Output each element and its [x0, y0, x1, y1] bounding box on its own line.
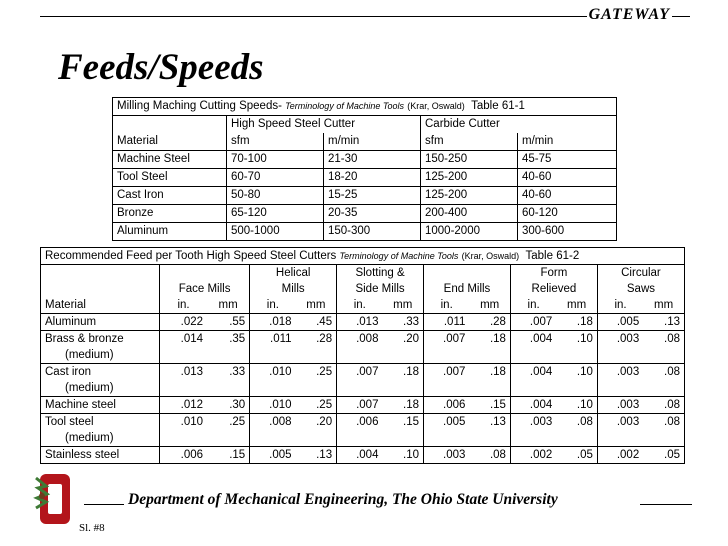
table1-unit: sfm: [421, 133, 518, 151]
feed-cell: .15: [469, 397, 510, 414]
feed-cell-empty: [296, 347, 337, 364]
feed-cell: .20: [382, 331, 423, 348]
material-cell: Tool steel: [41, 414, 160, 431]
feed-cell: .18: [556, 314, 597, 331]
speed-cell: 150-300: [324, 223, 421, 241]
feed-cell: .25: [296, 364, 337, 381]
speed-cell: 40-60: [518, 187, 617, 205]
speed-cell: 70-100: [227, 151, 324, 169]
feed-cell: .005: [424, 414, 470, 431]
feed-cell: .10: [556, 331, 597, 348]
material-cell: Stainless steel: [41, 447, 160, 464]
table-row: [41, 331, 685, 348]
feed-cell: .007: [337, 364, 383, 381]
feed-cell: .010: [250, 397, 296, 414]
material-cell: (medium): [41, 347, 160, 364]
speed-cell: 150-250: [421, 151, 518, 169]
feed-cell-empty: [597, 430, 643, 447]
feed-cell: .012: [160, 397, 208, 414]
table1-units-row: [113, 133, 617, 151]
feed-cell: .18: [382, 397, 423, 414]
feed-cell-empty: [207, 347, 250, 364]
feed-cell: .20: [296, 414, 337, 431]
feed-cell: .007: [424, 331, 470, 348]
material-cell: Machine Steel: [113, 151, 227, 169]
table2-unit: in.: [337, 297, 383, 314]
feed-cell-empty: [337, 347, 383, 364]
feed-cell: .003: [597, 364, 643, 381]
table2-group-header: Face Mills: [160, 281, 250, 297]
footer-rule-right: [640, 504, 692, 505]
feed-cell-empty: [250, 430, 296, 447]
feed-cell-empty: [160, 430, 208, 447]
buckeye-leaf-block-o-logo-icon: [30, 468, 78, 532]
feed-cell: .05: [643, 447, 684, 464]
table-row: [113, 205, 617, 223]
feed-cell: .05: [556, 447, 597, 464]
feed-cell-empty: [510, 430, 556, 447]
feed-cell: .10: [556, 397, 597, 414]
speed-cell: 50-80: [227, 187, 324, 205]
feed-cell-empty: [556, 430, 597, 447]
feed-cell-empty: [382, 347, 423, 364]
table2-group-header: [160, 265, 250, 282]
feed-cell: .28: [469, 314, 510, 331]
feed-cell: .010: [160, 414, 208, 431]
feed-cell: .013: [337, 314, 383, 331]
table1-group-row: [113, 116, 617, 134]
feed-cell: .007: [424, 364, 470, 381]
table2-unit: in.: [597, 297, 643, 314]
speed-cell: 40-60: [518, 169, 617, 187]
feed-cell-empty: [160, 380, 208, 397]
gateway-label: GATEWAY: [588, 6, 670, 23]
speed-cell: 200-400: [421, 205, 518, 223]
speed-cell: 21-30: [324, 151, 421, 169]
feed-cell-empty: [510, 380, 556, 397]
footer-rule-left: [84, 504, 124, 505]
table2-units-row: [41, 297, 685, 314]
material-cell: Cast iron: [41, 364, 160, 381]
table2-unit: mm: [218, 299, 238, 311]
table-row: [41, 397, 685, 414]
table2-caption-number: Table 61-2: [525, 250, 580, 262]
table2-group-header: [424, 265, 511, 282]
table-row: [41, 430, 685, 447]
feed-cell-empty: [597, 347, 643, 364]
speed-cell: 1000-2000: [421, 223, 518, 241]
table1-caption-ref: Terminology of Machine Tools: [285, 101, 405, 111]
feed-cell: .28: [296, 331, 337, 348]
feed-cell: .15: [382, 414, 423, 431]
table2-group-header: Form: [510, 265, 597, 282]
feed-cell-empty: [250, 347, 296, 364]
feed-cell: .003: [597, 414, 643, 431]
speed-cell: 500-1000: [227, 223, 324, 241]
table2-group-header: Saws: [597, 281, 684, 297]
table2-unit: in.: [250, 297, 296, 314]
feed-cell-empty: [207, 380, 250, 397]
feed-cell: .08: [643, 331, 684, 348]
material-cell: (medium): [41, 380, 160, 397]
table2-unit: mm: [393, 299, 413, 311]
speed-cell: 300-600: [518, 223, 617, 241]
table-row: [41, 314, 685, 331]
feed-cell: .55: [207, 314, 250, 331]
feed-cell-empty: [556, 380, 597, 397]
table1-unit: m/min: [518, 133, 617, 151]
table1-unit: m/min: [324, 133, 421, 151]
table-row: [41, 380, 685, 397]
page-title: Feeds/Speeds: [58, 47, 264, 88]
table1-caption-authors: (Krar, Oswald): [407, 101, 465, 111]
table2-unit: mm: [567, 299, 587, 311]
table1-group-carbide: Carbide Cutter: [421, 116, 617, 134]
table1-material-header: Material: [113, 133, 227, 151]
feed-cell-empty: [382, 430, 423, 447]
table-row: [113, 151, 617, 169]
feed-cell: .007: [337, 397, 383, 414]
feed-cell: .004: [510, 331, 556, 348]
feed-cell: .006: [424, 397, 470, 414]
feed-cell-empty: [556, 347, 597, 364]
speed-cell: 15-25: [324, 187, 421, 205]
feed-cell: .25: [207, 414, 250, 431]
feed-cell: .18: [469, 331, 510, 348]
table2-caption-row: [41, 248, 685, 265]
feed-cell: .13: [643, 314, 684, 331]
feed-cell: .005: [250, 447, 296, 464]
feed-cell: .013: [160, 364, 208, 381]
material-cell: Cast Iron: [113, 187, 227, 205]
feed-cell-empty: [337, 430, 383, 447]
feed-cell: .022: [160, 314, 208, 331]
feed-cell: .002: [510, 447, 556, 464]
feed-cell: .08: [643, 397, 684, 414]
table-row: [113, 223, 617, 241]
material-cell: Machine steel: [41, 397, 160, 414]
feed-cell-empty: [510, 347, 556, 364]
table2-caption: [41, 248, 685, 265]
cutting-speeds-table: [112, 97, 617, 241]
feed-cell-empty: [643, 347, 684, 364]
feed-cell: .10: [556, 364, 597, 381]
table-row: [41, 364, 685, 381]
material-cell: Aluminum: [41, 314, 160, 331]
feed-cell: .010: [250, 364, 296, 381]
slide-number: Sl. #8: [79, 522, 105, 534]
feed-cell-empty: [469, 430, 510, 447]
table2-group-header: Helical: [250, 265, 337, 282]
table-row: [41, 447, 685, 464]
feed-cell: .13: [296, 447, 337, 464]
table1-caption: [113, 98, 617, 116]
feed-cell-empty: [597, 380, 643, 397]
table2-caption-authors: (Krar, Oswald): [461, 251, 520, 261]
table2-unit: in.: [160, 297, 208, 314]
feed-cell: .003: [510, 414, 556, 431]
feed-cell-empty: [424, 347, 470, 364]
table2-group-row-2: [41, 281, 685, 297]
feed-cell: .33: [207, 364, 250, 381]
feed-cell-empty: [207, 430, 250, 447]
feed-per-tooth-table: [40, 247, 685, 464]
feed-cell: .003: [597, 397, 643, 414]
speed-cell: 60-120: [518, 205, 617, 223]
table2-caption-main: Recommended Feed per Tooth High Speed Steel Cutters: [45, 250, 337, 262]
material-cell: Tool Steel: [113, 169, 227, 187]
feed-cell: .011: [250, 331, 296, 348]
feed-cell: .004: [510, 397, 556, 414]
speed-cell: 18-20: [324, 169, 421, 187]
feed-cell: .006: [337, 414, 383, 431]
table2-unit: mm: [480, 299, 500, 311]
feed-cell: .08: [643, 414, 684, 431]
feed-cell: .45: [296, 314, 337, 331]
table2-group-header: Circular: [597, 265, 684, 282]
table2-blank: [41, 265, 160, 282]
feed-cell-empty: [337, 380, 383, 397]
speed-cell: 125-200: [421, 187, 518, 205]
feed-cell-empty: [424, 430, 470, 447]
material-cell: Bronze: [113, 205, 227, 223]
table1-caption-main: Milling Maching Cutting Speeds-: [117, 100, 282, 112]
table-row: [41, 414, 685, 431]
speed-cell: 20-35: [324, 205, 421, 223]
feed-cell-empty: [643, 430, 684, 447]
table2-group-header: Slotting &: [337, 265, 424, 282]
speed-cell: 65-120: [227, 205, 324, 223]
feed-cell: .25: [296, 397, 337, 414]
feed-cell: .13: [469, 414, 510, 431]
feed-cell-empty: [469, 380, 510, 397]
table-row: [113, 187, 617, 205]
table2-group-header: Relieved: [510, 281, 597, 297]
feed-cell: .002: [597, 447, 643, 464]
table2-unit: in.: [510, 297, 556, 314]
table2-group-header: Mills: [250, 281, 337, 297]
table-row: [113, 169, 617, 187]
table2-blank: [41, 281, 160, 297]
table-row: [41, 347, 685, 364]
feed-cell: .08: [643, 364, 684, 381]
feed-cell: .08: [469, 447, 510, 464]
speed-cell: 45-75: [518, 151, 617, 169]
feed-cell-empty: [250, 380, 296, 397]
feed-cell-empty: [469, 347, 510, 364]
feed-cell-empty: [160, 347, 208, 364]
feed-cell: .008: [250, 414, 296, 431]
feed-cell: .15: [207, 447, 250, 464]
table1-blank: [113, 116, 227, 134]
feed-cell: .007: [510, 314, 556, 331]
feed-cell: .003: [424, 447, 470, 464]
feed-cell: .33: [382, 314, 423, 331]
feed-cell: .018: [250, 314, 296, 331]
feed-cell: .10: [382, 447, 423, 464]
feed-cell-empty: [296, 430, 337, 447]
feed-cell: .014: [160, 331, 208, 348]
table1-caption-row: [113, 98, 617, 116]
table2-unit: in.: [424, 297, 470, 314]
table2-unit: mm: [306, 299, 326, 311]
feed-cell: .08: [556, 414, 597, 431]
feed-cell: .006: [160, 447, 208, 464]
feed-cell: .004: [510, 364, 556, 381]
table2-group-row-1: [41, 265, 685, 282]
material-cell: Brass & bronze: [41, 331, 160, 348]
feed-cell-empty: [382, 380, 423, 397]
table2-group-header: End Mills: [424, 281, 511, 297]
feed-cell-empty: [643, 380, 684, 397]
feed-cell: .004: [337, 447, 383, 464]
speed-cell: 125-200: [421, 169, 518, 187]
table2-unit: mm: [654, 299, 674, 311]
speed-cell: 60-70: [227, 169, 324, 187]
feed-cell: .18: [382, 364, 423, 381]
feed-cell: .003: [597, 331, 643, 348]
feed-cell: .18: [469, 364, 510, 381]
feed-cell: .35: [207, 331, 250, 348]
table1-group-hss: High Speed Steel Cutter: [227, 116, 421, 134]
department-label: Department of Mechanical Engineering, The Ohio State University: [128, 491, 558, 508]
table2-material-header: Material: [41, 297, 160, 314]
feed-cell: .008: [337, 331, 383, 348]
feed-cell: .005: [597, 314, 643, 331]
table2-caption-ref: Terminology of Machine Tools: [339, 251, 459, 261]
table1-unit: sfm: [227, 133, 324, 151]
feed-cell: .011: [424, 314, 470, 331]
table2-group-header: Side Mills: [337, 281, 424, 297]
feed-cell: .30: [207, 397, 250, 414]
material-cell: (medium): [41, 430, 160, 447]
feed-cell-empty: [424, 380, 470, 397]
feed-cell-empty: [296, 380, 337, 397]
material-cell: Aluminum: [113, 223, 227, 241]
table1-caption-number: Table 61-1: [471, 100, 525, 112]
